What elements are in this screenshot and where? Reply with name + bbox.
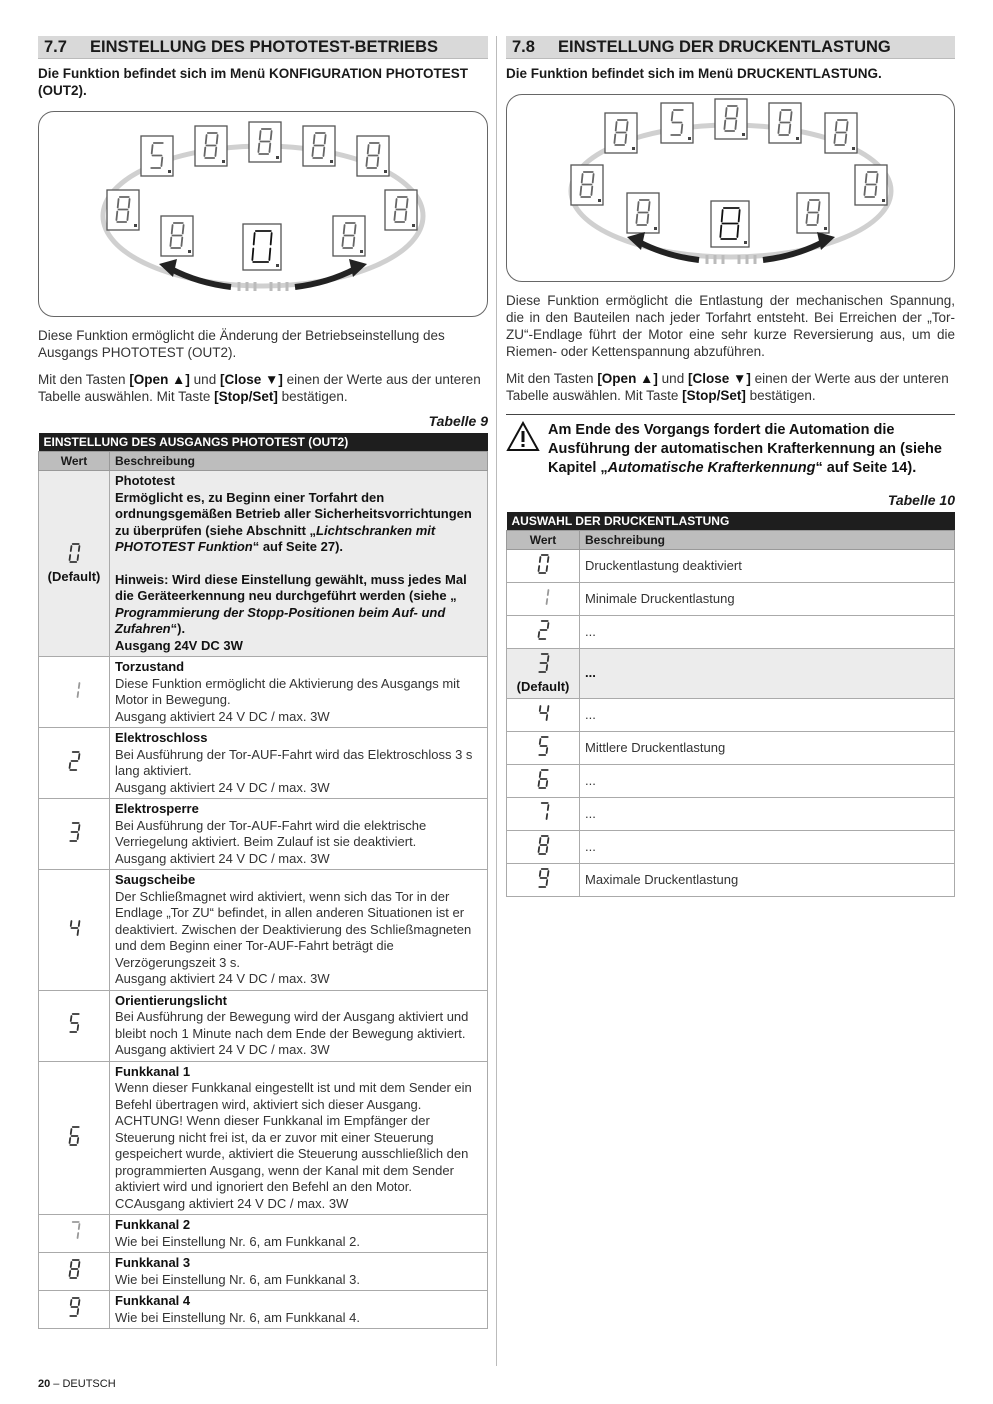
setting-name: Funkkanal 2: [115, 1217, 191, 1232]
description-cell: [580, 616, 955, 649]
value-cell: [507, 699, 580, 732]
function-description: Diese Funktion ermöglicht die Entlastung der mechanischen Spannung, die in den Bauteilen nach jeder Torfahrt entsteht. Bei Erreichen der „Tor-ZU“-Endlage führt der Motor eine sehr kurze Reversierung aus, um die Riemen- oder Kettenspannung abzuführen.: [506, 293, 955, 359]
segment-digit: [535, 834, 552, 861]
table-row: [507, 765, 955, 798]
segment-digit: [66, 542, 83, 569]
setting-text: Der Schließmagnet wird aktiviert, wenn sich das Tor in der Endlage „Tor ZU“ befindet, in allen anderen Situationen ist er deaktiviert. Zwischen der Deaktivierung des Schließmagneten und dem Beginn einer Tor-AUF-Fahrt beträgt die Verzögerungszeit 3 s.: [115, 888, 472, 970]
value-cell: [507, 550, 580, 583]
stop-set-key: [Stop/Set]: [682, 388, 746, 403]
value-cell: [507, 616, 580, 649]
default-label: (Default): [516, 678, 570, 694]
column-header-wert: Wert: [507, 531, 580, 550]
open-key: [Open ▲]: [597, 371, 658, 386]
display-box: [627, 193, 659, 233]
setting-output: Ausgang aktiviert 24 V DC / max. 3W: [115, 708, 330, 724]
segment-digit: [66, 821, 83, 848]
display-box: [769, 103, 801, 143]
section-title: EINSTELLUNG DES PHOTOTEST-BETRIEBS: [90, 37, 439, 56]
value-cell: [39, 870, 110, 991]
value-cell: [507, 831, 580, 864]
description-cell: [110, 1215, 488, 1253]
setting-text: Bei Ausführung der Bewegung wird der Ausgang aktiviert und bleibt noch 1 Minute nach dem Ende der Bewegung aktiviert.: [115, 1009, 469, 1041]
value-cell: [39, 990, 110, 1061]
table-row: [507, 864, 955, 897]
setting-text: ...: [585, 623, 596, 639]
display-box: [243, 224, 281, 270]
description-cell: [110, 1291, 488, 1329]
setting-output: Ausgang aktiviert 24 V DC / max. 3W: [115, 779, 330, 795]
setting-text: Bei Ausführung der Tor-AUF-Fahrt wird das Elektroschloss 3 s lang aktiviert.: [115, 746, 473, 778]
warning-note: [506, 414, 955, 478]
table-row: [39, 657, 488, 728]
display-box: [605, 113, 637, 153]
table-row: [507, 649, 955, 699]
setting-text: Mittlere Druckentlastung: [585, 739, 726, 755]
table-row: [507, 583, 955, 616]
value-cell: [507, 732, 580, 765]
key-instructions: Mit den Tasten [Open ▲] und [Close ▼] einen der Werte aus der unteren Tabelle auswählen. Mit Taste [Stop/Set] bestätigen.: [506, 371, 949, 403]
table-caption: Tabelle 9: [428, 413, 488, 429]
setting-text: Wenn dieser Funkkanal eingestellt ist und mit dem Sender ein Befehl übertragen wird, aktiviert sich dieser Ausgang. ACHTUNG! Wenn dieser Funkkanal im Empfänger der Steuerung nicht frei ist, da er zuvor mit einer Steuerung gespeichert wurde, aktiviert die Steuerung ausschließlich den programmierten Ausgang, wenn der Kanal mit dem Sender aktiviert wird und ignoriert den Befehl an den Motor.: [115, 1080, 472, 1194]
value-cell: [507, 765, 580, 798]
section-number: 7.7: [44, 37, 67, 56]
table-title: EINSTELLUNG DES AUSGANGS PHOTOTEST (OUT2): [39, 433, 488, 452]
display-box: [855, 165, 887, 205]
value-cell: [39, 1253, 110, 1291]
warning-icon: [506, 421, 548, 478]
table-row: [39, 870, 488, 991]
segment-digit: [66, 1220, 83, 1247]
column-header-wert: Wert: [39, 452, 110, 471]
function-description: Diese Funktion ermöglicht die Änderung der Betriebseinstellung des Ausgangs PHOTOTEST (OUT2).: [38, 328, 445, 360]
table-row: [39, 1253, 488, 1291]
segment-digit: [535, 586, 552, 613]
setting-text: Wie bei Einstellung Nr. 6, am Funkkanal 2.: [115, 1233, 360, 1249]
setting-name: Saugscheibe: [115, 872, 196, 887]
setting-output: Ausgang aktiviert 24 V DC / max. 3W: [115, 971, 330, 986]
segment-digit: [66, 1258, 83, 1285]
table-row: [39, 471, 488, 657]
setting-name: Elektrosperre: [115, 801, 199, 816]
setting-output: Ausgang 24V DC 3W: [115, 637, 243, 653]
segment-digit: [66, 1296, 83, 1323]
display-box: [161, 216, 193, 256]
display-box: [333, 216, 365, 256]
setting-output: Ausgang aktiviert 24 V DC / max. 3W: [115, 1042, 330, 1057]
display-menu-diagram: [506, 94, 955, 282]
setting-text: Bei Ausführung der Tor-AUF-Fahrt wird die elektrische Verriegelung aktiviert. Beim Zulauf ist sie deaktiviert.: [115, 817, 427, 849]
description-cell: [580, 732, 955, 765]
value-cell: [507, 649, 580, 699]
display-box: [141, 136, 173, 176]
druckentlastung-table: [506, 512, 955, 897]
display-box: [797, 193, 829, 233]
value-cell: [507, 798, 580, 831]
table-row: [39, 1061, 488, 1215]
warning-text: Am Ende des Vorgangs fordert die Automation die Ausführung der automatischen Krafterkennung an (siehe Kapitel „Automatische Krafterkennung“ auf Seite 14).: [548, 422, 942, 476]
value-cell: [39, 657, 110, 728]
segment-digit: [535, 619, 552, 646]
value-cell: [507, 583, 580, 616]
display-menu-diagram: [38, 111, 488, 317]
column-header-beschreibung: Beschreibung: [580, 531, 955, 550]
segment-digit: [66, 679, 83, 706]
display-box: [711, 201, 749, 247]
section-title: EINSTELLUNG DER DRUCKENTLASTUNG: [558, 37, 891, 56]
description-cell: [580, 831, 955, 864]
page-footer: [38, 1378, 116, 1390]
setting-text: ...: [585, 706, 596, 722]
value-cell: [39, 1215, 110, 1253]
value-cell: [39, 471, 110, 657]
segment-digit: [66, 750, 83, 777]
table-row: [507, 798, 955, 831]
section-intro: Die Funktion befindet sich im Menü DRUCKENTLASTUNG.: [506, 66, 882, 81]
section-phototest: [38, 36, 488, 1329]
setting-text: ...: [585, 665, 596, 681]
segment-digit: [66, 1012, 83, 1039]
key-instructions: Mit den Tasten [Open ▲] und [Close ▼] einen der Werte aus der unteren Tabelle auswählen. Mit Taste [Stop/Set] bestätigen.: [38, 372, 481, 404]
table-row: [507, 699, 955, 732]
segment-digit: [535, 768, 552, 795]
description-cell: [110, 471, 488, 657]
phototest-table: [38, 433, 488, 1329]
description-cell: [110, 657, 488, 728]
segment-digit: [535, 652, 552, 679]
setting-text: ...: [585, 772, 596, 788]
display-box: [571, 165, 603, 205]
setting-text: Wie bei Einstellung Nr. 6, am Funkkanal 4.: [115, 1309, 360, 1325]
section-number: 7.8: [512, 37, 535, 56]
table-row: [39, 1291, 488, 1329]
description-cell: [580, 864, 955, 897]
setting-text: ...: [585, 805, 596, 821]
segment-digit: [535, 553, 552, 580]
table-row: [39, 990, 488, 1061]
setting-text: Wie bei Einstellung Nr. 6, am Funkkanal 3.: [115, 1271, 360, 1287]
description-cell: [580, 699, 955, 732]
close-key: [Close ▼]: [687, 371, 751, 386]
value-cell: [507, 864, 580, 897]
setting-name: Funkkanal 4: [115, 1293, 191, 1308]
segment-digit: [535, 702, 552, 729]
display-box: [357, 136, 389, 176]
display-box: [661, 103, 693, 143]
description-cell: [110, 1253, 488, 1291]
table-row: [39, 1215, 488, 1253]
display-box: [303, 126, 335, 166]
table-row: [39, 799, 488, 870]
page-number: 20: [38, 1378, 51, 1390]
table-caption: Tabelle 10: [887, 492, 955, 508]
description-cell: [580, 798, 955, 831]
setting-text: ...: [585, 838, 596, 854]
value-cell: [39, 1061, 110, 1215]
open-key: [Open ▲]: [129, 372, 190, 387]
table-row: [507, 732, 955, 765]
description-cell: [580, 649, 955, 699]
setting-name: Funkkanal 3: [115, 1255, 191, 1270]
table-title: AUSWAHL DER DRUCKENTLASTUNG: [507, 512, 955, 531]
description-cell: [110, 990, 488, 1061]
setting-text: Druckentlastung deaktiviert: [585, 557, 742, 573]
setting-text: Minimale Druckentlastung: [585, 590, 735, 606]
table-row: [507, 550, 955, 583]
description-cell: [580, 765, 955, 798]
setting-note: Hinweis: Wird diese Einstellung gewählt, muss jedes Mal die Geräteerkennung neu durchgeführt werden (siehe „ Programmierung der Stopp-Positionen beim Auf- und Zufahren“).: [115, 571, 467, 636]
display-box: [195, 126, 227, 166]
stop-set-key: [Stop/Set]: [214, 389, 278, 404]
display-box: [385, 190, 417, 230]
segment-digit: [66, 1125, 83, 1152]
section-druckentlastung: [506, 36, 955, 897]
description-cell: [110, 870, 488, 991]
setting-name: Funkkanal 1: [115, 1063, 191, 1079]
footer-language: – DEUTSCH: [50, 1378, 116, 1390]
close-key: [Close ▼]: [219, 372, 283, 387]
description-cell: [110, 728, 488, 799]
display-carousel-graphic: [39, 112, 487, 316]
setting-output: CCAusgang aktiviert 24 V DC / max. 3W: [115, 1195, 349, 1211]
setting-name: Elektroschloss: [115, 730, 208, 745]
default-label: (Default): [47, 568, 101, 584]
segment-digit: [535, 801, 552, 828]
segment-digit: [66, 917, 83, 944]
display-box: [825, 113, 857, 153]
setting-name: Torzustand: [115, 659, 185, 674]
description-cell: [110, 1061, 488, 1215]
setting-name: Phototest: [115, 473, 175, 488]
setting-text: Diese Funktion ermöglicht die Aktivierung des Ausgangs mit Motor in Bewegung.: [115, 675, 460, 707]
setting-text: Ermöglicht es, zu Beginn einer Torfahrt den ordnungsgemäßen Betrieb aller Sicherheitsvorrichtungen zu überprüfen (siehe Abschnitt „Lichtschranken mit PHOTOTEST Funktion“ auf Seite 27).: [115, 489, 472, 554]
section-header: [506, 36, 955, 59]
value-cell: [39, 799, 110, 870]
section-intro: Die Funktion befindet sich im Menü KONFIGURATION PHOTOTEST (OUT2).: [38, 66, 469, 98]
display-box: [249, 122, 281, 162]
description-cell: [580, 550, 955, 583]
table-row: [507, 616, 955, 649]
setting-text: Maximale Druckentlastung: [585, 871, 739, 887]
display-box: [715, 99, 747, 139]
section-header: [38, 36, 488, 59]
setting-name: Orientierungslicht: [115, 992, 227, 1008]
table-row: [507, 831, 955, 864]
table-row: [39, 728, 488, 799]
display-carousel-graphic: [507, 95, 954, 281]
value-cell: [39, 1291, 110, 1329]
description-cell: [110, 799, 488, 870]
column-header-beschreibung: Beschreibung: [110, 452, 488, 471]
setting-output: Ausgang aktiviert 24 V DC / max. 3W: [115, 850, 330, 866]
value-cell: [39, 728, 110, 799]
display-box: [107, 190, 139, 230]
segment-digit: [535, 735, 552, 762]
description-cell: [580, 583, 955, 616]
segment-digit: [535, 867, 552, 894]
column-divider: [496, 36, 497, 1366]
